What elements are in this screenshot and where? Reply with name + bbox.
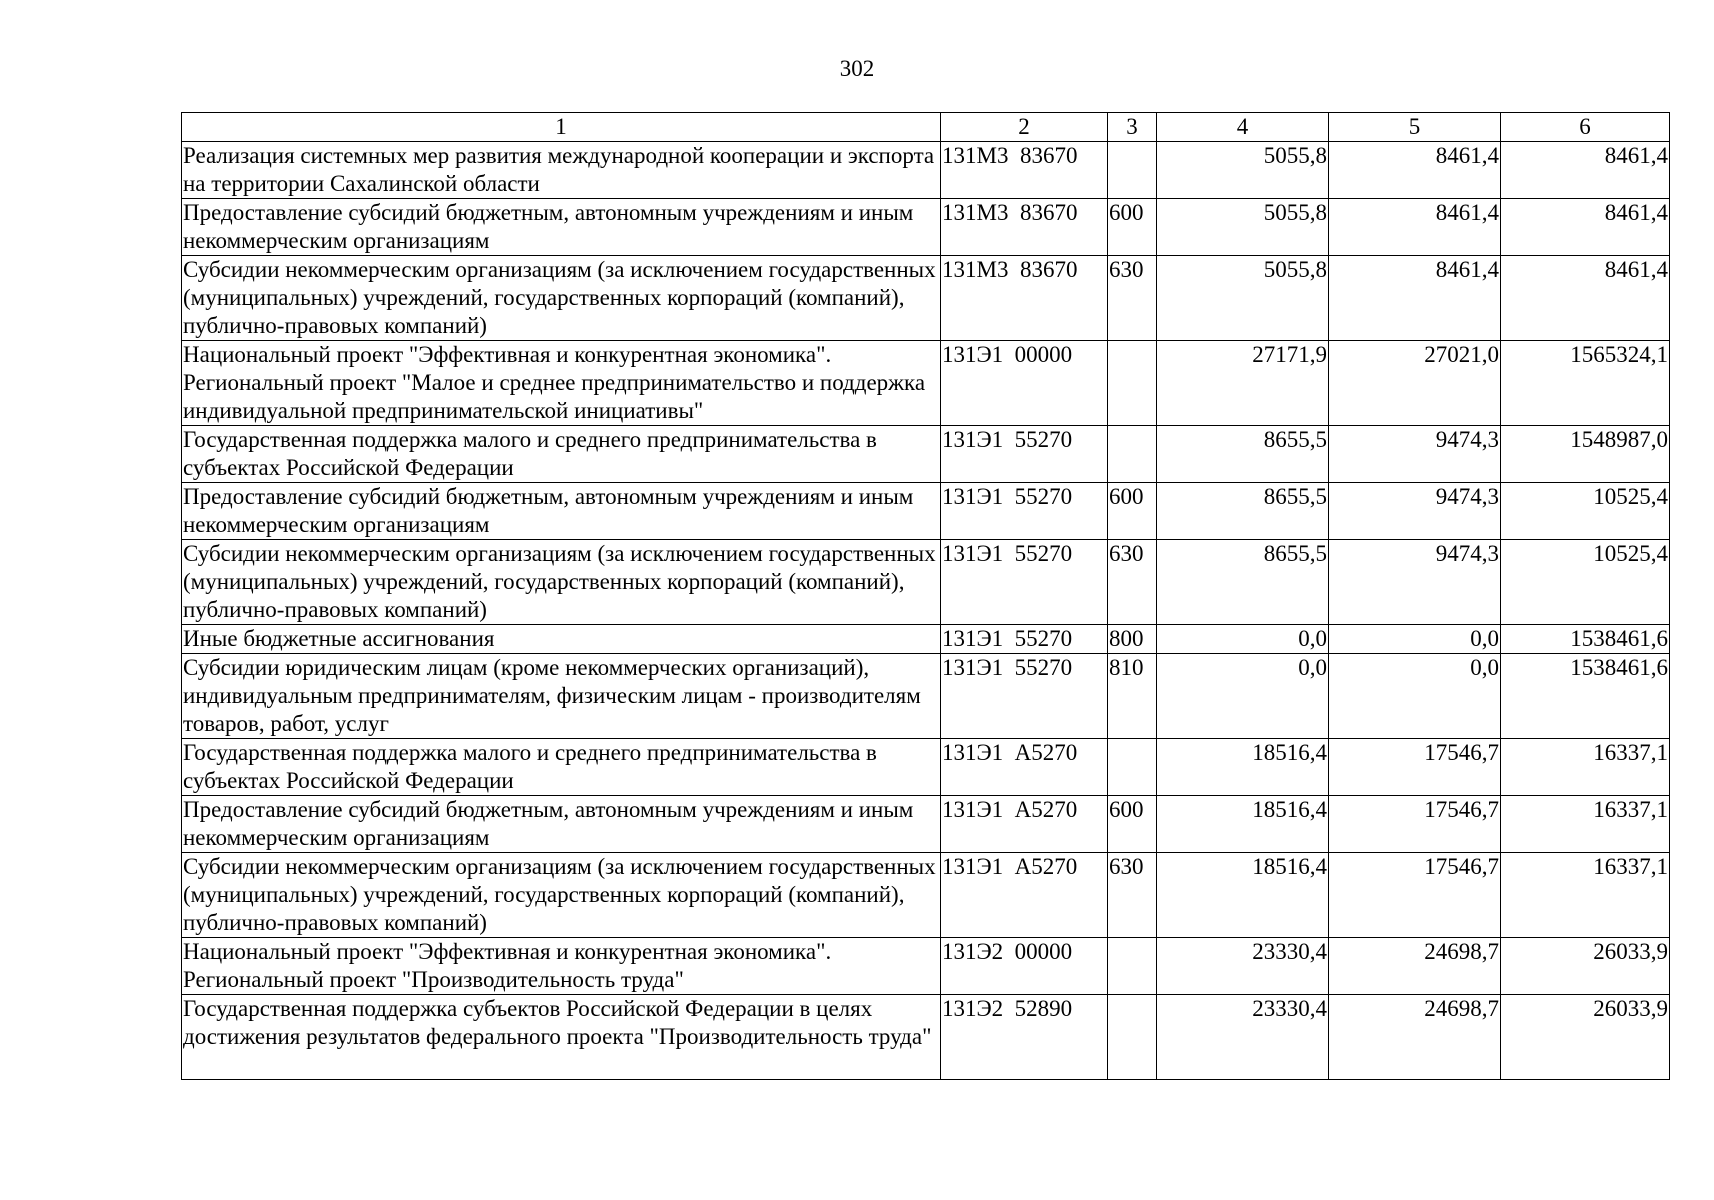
row-code: 131M3 83670	[941, 199, 1108, 256]
table-header-row	[182, 113, 1670, 142]
table-row	[182, 256, 1670, 341]
row-value-col5: 17546,7	[1329, 739, 1501, 796]
row-expense-type: 630	[1108, 853, 1157, 938]
row-name: Субсидии юридическим лицам (кроме некоммерческих организаций), индивидуальным предпринимателям, физическим лицам - производителям товаров, работ, услуг	[182, 654, 941, 739]
row-value-col5: 17546,7	[1329, 796, 1501, 853]
row-expense-type	[1108, 142, 1157, 199]
row-value-col4: 18516,4	[1157, 796, 1329, 853]
row-value-col5: 0,0	[1329, 654, 1501, 739]
row-value-col4: 18516,4	[1157, 853, 1329, 938]
row-value-col6: 16337,1	[1501, 739, 1670, 796]
row-value-col6: 10525,4	[1501, 483, 1670, 540]
page-number: 302	[839, 56, 875, 81]
row-name: Национальный проект "Эффективная и конкурентная экономика". Региональный проект "Производительность труда"	[182, 938, 941, 995]
row-value-col5: 24698,7	[1329, 995, 1501, 1080]
row-name: Национальный проект "Эффективная и конкурентная экономика". Региональный проект "Малое и среднее предпринимательство и поддержка индивидуальной предпринимательской инициативы"	[182, 341, 941, 426]
row-value-col4: 8655,5	[1157, 426, 1329, 483]
row-code: 131Э1 55270	[941, 654, 1108, 739]
row-name: Предоставление субсидий бюджетным, автономным учреждениям и иным некоммерческим организациям	[182, 796, 941, 853]
row-code: 131M3 83670	[941, 256, 1108, 341]
row-value-col6: 8461,4	[1501, 256, 1670, 341]
row-expense-type: 600	[1108, 483, 1157, 540]
row-expense-type: 600	[1108, 796, 1157, 853]
row-name: Государственная поддержка малого и среднего предпринимательства в субъектах Российской Федерации	[182, 426, 941, 483]
row-value-col4: 0,0	[1157, 625, 1329, 654]
table-row	[182, 199, 1670, 256]
column-header: 3	[1108, 113, 1157, 142]
row-value-col6: 26033,9	[1501, 995, 1670, 1080]
table-row	[182, 341, 1670, 426]
row-code: 131Э1 A5270	[941, 853, 1108, 938]
row-value-col4: 5055,8	[1157, 256, 1329, 341]
row-code: 131Э2 52890	[941, 995, 1108, 1080]
row-name: Субсидии некоммерческим организациям (за исключением государственных (муниципальных) учреждений, государственных корпораций (компаний), публично-правовых компаний)	[182, 853, 941, 938]
column-header: 2	[941, 113, 1108, 142]
row-value-col6: 8461,4	[1501, 199, 1670, 256]
table-row	[182, 938, 1670, 995]
row-value-col5: 8461,4	[1329, 142, 1501, 199]
row-value-col4: 27171,9	[1157, 341, 1329, 426]
row-expense-type: 630	[1108, 540, 1157, 625]
row-value-col5: 9474,3	[1329, 483, 1501, 540]
row-value-col6: 1538461,6	[1501, 654, 1670, 739]
row-expense-type: 800	[1108, 625, 1157, 654]
row-value-col6: 1538461,6	[1501, 625, 1670, 654]
table-row	[182, 426, 1670, 483]
row-code: 131Э1 00000	[941, 341, 1108, 426]
row-value-col5: 17546,7	[1329, 853, 1501, 938]
row-code: 131Э1 55270	[941, 540, 1108, 625]
row-value-col4: 23330,4	[1157, 938, 1329, 995]
row-value-col6: 1565324,1	[1501, 341, 1670, 426]
row-value-col5: 24698,7	[1329, 938, 1501, 995]
row-expense-type: 810	[1108, 654, 1157, 739]
row-expense-type	[1108, 938, 1157, 995]
row-value-col5: 9474,3	[1329, 540, 1501, 625]
row-value-col5: 9474,3	[1329, 426, 1501, 483]
row-value-col6: 8461,4	[1501, 142, 1670, 199]
row-name: Иные бюджетные ассигнования	[182, 625, 941, 654]
table-row	[182, 625, 1670, 654]
row-code: 131Э1 55270	[941, 426, 1108, 483]
row-expense-type	[1108, 341, 1157, 426]
row-expense-type	[1108, 995, 1157, 1080]
column-header: 1	[182, 113, 941, 142]
row-name: Субсидии некоммерческим организациям (за исключением государственных (муниципальных) учреждений, государственных корпораций (компаний), публично-правовых компаний)	[182, 256, 941, 341]
budget-table	[181, 112, 1670, 1080]
row-name: Предоставление субсидий бюджетным, автономным учреждениям и иным некоммерческим организациям	[182, 199, 941, 256]
row-name: Субсидии некоммерческим организациям (за исключением государственных (муниципальных) учреждений, государственных корпораций (компаний), публично-правовых компаний)	[182, 540, 941, 625]
row-value-col5: 8461,4	[1329, 199, 1501, 256]
row-value-col4: 8655,5	[1157, 540, 1329, 625]
row-value-col4: 8655,5	[1157, 483, 1329, 540]
table-row	[182, 142, 1670, 199]
row-code: 131Э1 A5270	[941, 796, 1108, 853]
column-header: 5	[1329, 113, 1501, 142]
table-row	[182, 483, 1670, 540]
row-value-col4: 23330,4	[1157, 995, 1329, 1080]
table-row	[182, 739, 1670, 796]
table-row	[182, 995, 1670, 1080]
row-expense-type: 630	[1108, 256, 1157, 341]
row-value-col5: 0,0	[1329, 625, 1501, 654]
row-expense-type	[1108, 426, 1157, 483]
row-expense-type: 600	[1108, 199, 1157, 256]
row-value-col6: 26033,9	[1501, 938, 1670, 995]
row-value-col4: 0,0	[1157, 654, 1329, 739]
row-name: Государственная поддержка малого и среднего предпринимательства в субъектах Российской Федерации	[182, 739, 941, 796]
row-name: Государственная поддержка субъектов Российской Федерации в целях достижения результатов федерального проекта "Производительность труда"	[182, 995, 941, 1080]
row-value-col6: 16337,1	[1501, 853, 1670, 938]
row-name: Реализация системных мер развития международной кооперации и экспорта на территории Сахалинской области	[182, 142, 941, 199]
row-value-col4: 5055,8	[1157, 199, 1329, 256]
row-code: 131Э2 00000	[941, 938, 1108, 995]
table-row	[182, 540, 1670, 625]
table-row	[182, 796, 1670, 853]
row-expense-type	[1108, 739, 1157, 796]
row-code: 131Э1 A5270	[941, 739, 1108, 796]
column-header: 6	[1501, 113, 1670, 142]
column-header: 4	[1157, 113, 1329, 142]
row-code: 131Э1 55270	[941, 625, 1108, 654]
row-value-col6: 16337,1	[1501, 796, 1670, 853]
row-value-col6: 1548987,0	[1501, 426, 1670, 483]
row-value-col6: 10525,4	[1501, 540, 1670, 625]
row-value-col4: 18516,4	[1157, 739, 1329, 796]
table-row	[182, 853, 1670, 938]
row-code: 131M3 83670	[941, 142, 1108, 199]
table-row	[182, 654, 1670, 739]
row-value-col5: 8461,4	[1329, 256, 1501, 341]
row-value-col5: 27021,0	[1329, 341, 1501, 426]
row-name: Предоставление субсидий бюджетным, автономным учреждениям и иным некоммерческим организациям	[182, 483, 941, 540]
row-code: 131Э1 55270	[941, 483, 1108, 540]
row-value-col4: 5055,8	[1157, 142, 1329, 199]
